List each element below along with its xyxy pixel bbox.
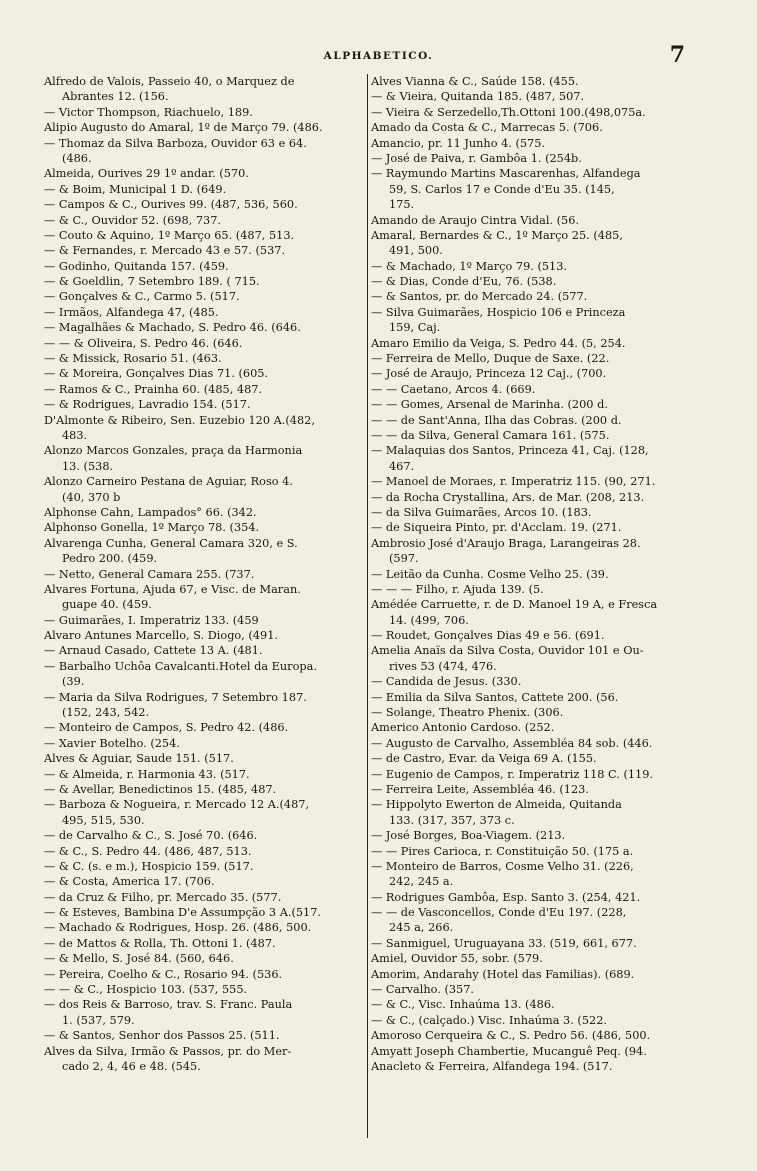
directory-entry-line: — da Cruz & Filho, pr. Mercado 35. (577. — [44, 890, 282, 904]
directory-entry-line: — & C., Ouvidor 52. (698, 737. — [44, 213, 221, 227]
directory-entry-line: — Vieira & Serzedello,Th.Ottoni 100.(498,075a. — [371, 105, 646, 119]
directory-entry-line: — — & C., Hospicio 103. (537, 555. — [44, 983, 248, 997]
entry-continuation-line: (39. — [62, 675, 85, 689]
directory-entry-line: — Sanmiguel, Uruguayana 33. (519, 661, 677. — [371, 936, 637, 950]
directory-entry-line: — & Mello, S. José 84. (560, 646. — [44, 952, 234, 966]
directory-entry-line: — Guimarães, I. Imperatriz 133. (459 — [44, 613, 259, 627]
directory-entry-line: — & Missick, Rosario 51. (463. — [44, 352, 222, 366]
directory-entry-line: — Barbalho Uchôa Cavalcanti.Hotel da Europa. — [44, 659, 317, 673]
directory-entry-line: — & C. (s. e m.), Hospicio 159. (517. — [44, 859, 254, 873]
directory-entry-line: — Carvalho. (357. — [371, 983, 475, 997]
directory-entry-line: — Emilia da Silva Santos, Cattete 200. (56. — [371, 690, 619, 704]
entry-continuation-line: 14. (499, 706. — [389, 613, 469, 627]
directory-entry-line: Amorim, Andarahy (Hotel das Familias). (689. — [371, 967, 635, 981]
entry-continuation-line: (152, 243, 542. — [62, 706, 150, 720]
directory-entry-line: Alvarenga Cunha, General Camara 320, e S. — [44, 536, 298, 550]
directory-entry-line: Amyatt Joseph Chambertie, Mucanguê Peq. (94. — [371, 1044, 647, 1058]
directory-entry-line: — Eugenio de Campos, r. Imperatriz 118 C. (119. — [371, 767, 654, 781]
directory-entry-line: — & Boim, Municipal 1 D. (649. — [44, 182, 227, 196]
entry-continuation-line: (486. — [62, 151, 92, 165]
directory-entry-line: Alves & Aguiar, Saude 151. (517. — [44, 752, 234, 766]
directory-entry-line: Amelia Anaïs da Silva Costa, Ouvidor 101 e Ou- — [371, 644, 644, 658]
directory-entry-line: — Solange, Theatro Phenix. (306. — [371, 706, 564, 720]
directory-entry-line: — Netto, General Camara 255. (737. — [44, 567, 255, 581]
left-column — [44, 74, 365, 1074]
entry-continuation-line: rives 53 (474, 476. — [389, 659, 497, 673]
directory-entry-line: Amédée Carruette, r. de D. Manoel 19 A, e Fresca — [371, 598, 658, 612]
directory-entry-line: — Silva Guimarães, Hospicio 106 e Princeza — [371, 305, 626, 319]
directory-entry-line: — Godinho, Quitanda 157. (459. — [44, 259, 229, 273]
directory-entry-line: — & Avellar, Benedictinos 15. (485, 487. — [44, 782, 277, 796]
entry-continuation-line: 59, S. Carlos 17 e Conde d'Eu 35. (145, — [389, 182, 615, 196]
directory-entry-line: — da Silva Guimarães, Arcos 10. (183. — [371, 505, 592, 519]
directory-entry-line: — — de Sant'Anna, Ilha das Cobras. (200 d. — [371, 413, 622, 427]
directory-entry-line: — Campos & C., Ourives 99. (487, 536, 560. — [44, 198, 298, 212]
directory-entry-line: — Magalhães & Machado, S. Pedro 46. (646. — [44, 321, 301, 335]
entry-continuation-line: 467. — [389, 459, 415, 473]
directory-entry-line: — & C., S. Pedro 44. (486, 487, 513. — [44, 844, 252, 858]
directory-entry-line: — & Almeida, r. Harmonia 43. (517. — [44, 767, 250, 781]
directory-entry-line: — & Costa, America 17. (706. — [44, 875, 215, 889]
directory-entry-line: — Irmãos, Alfandega 47, (485. — [44, 305, 219, 319]
directory-entry-line: — Ferreira Leite, Assembléa 46. (123. — [371, 782, 589, 796]
directory-entry-line: — & Machado, 1º Março 79. (513. — [371, 259, 568, 273]
directory-entry-line: Anacleto & Ferreira, Alfandega 194. (517. — [371, 1060, 613, 1073]
entries-area — [44, 74, 700, 1144]
directory-entry-line: — — da Silva, General Camara 161. (575. — [371, 428, 610, 442]
directory-entry-line: — de Castro, Evar. da Veiga 69 A. (155. — [371, 752, 597, 766]
directory-entry-line: Alipio Augusto do Amaral, 1º de Março 79. (486. — [44, 121, 323, 135]
directory-entry-line: — Monteiro de Campos, S. Pedro 42. (486. — [44, 721, 289, 735]
directory-entry-line: — Manoel de Moraes, r. Imperatriz 115. (90, 271. — [371, 475, 656, 489]
directory-entry-line: — de Mattos & Rolla, Th. Ottoni 1. (487. — [44, 936, 276, 950]
entry-continuation-line: 495, 515, 530. — [62, 813, 145, 827]
directory-entry-line: — Ramos & C., Prainha 60. (485, 487. — [44, 382, 263, 396]
directory-entry-line: — Pereira, Coelho & C., Rosario 94. (536. — [44, 967, 283, 981]
directory-entry-line: Alves Vianna & C., Saúde 158. (455. — [371, 75, 579, 88]
directory-entry-line: — Victor Thompson, Riachuelo, 189. — [44, 105, 253, 119]
directory-entry-line: — Maria da Silva Rodrigues, 7 Setembro 187. — [44, 690, 307, 704]
directory-entry-line: Alfredo de Valois, Passeio 40, o Marquez de — [44, 75, 295, 88]
directory-entry-line: Amado da Costa & C., Marrecas 5. (706. — [371, 121, 603, 135]
directory-entry-line: — de Siqueira Pinto, pr. d'Acclam. 19. (271. — [371, 521, 622, 535]
directory-entry-line: — & Vieira, Quitanda 185. (487, 507. — [371, 90, 585, 104]
directory-entry-line: — Malaquias dos Santos, Princeza 41, Caj. (128, — [371, 444, 649, 458]
directory-entry-line: — — Pires Carioca, r. Constituição 50. (175 a. — [371, 844, 634, 858]
entry-continuation-line: Abrantes 12. (156. — [62, 90, 169, 104]
directory-entry-line: — Xavier Botelho. (254. — [44, 736, 180, 750]
directory-entry-line: — Monteiro de Barros, Cosme Velho 31. (226, — [371, 859, 634, 873]
entry-continuation-line: 242, 245 a. — [389, 875, 454, 889]
entry-continuation-line: 159, Caj. — [389, 321, 441, 335]
directory-entry-line: — José Borges, Boa-Viagem. (213. — [371, 829, 566, 843]
directory-entry-line: — José de Araujo, Princeza 12 Caj., (700. — [371, 367, 607, 381]
entry-continuation-line: 133. (317, 357, 373 c. — [389, 813, 515, 827]
column-divider — [367, 74, 368, 1138]
directory-entry-line: — de Carvalho & C., S. José 70. (646. — [44, 829, 258, 843]
entry-continuation-line: 1. (537, 579. — [62, 1013, 135, 1027]
directory-entry-line: — Ferreira de Mello, Duque de Saxe. (22. — [371, 352, 610, 366]
entry-continuation-line: 491, 500. — [389, 244, 443, 258]
directory-entry-line: Americo Antonio Cardoso. (252. — [371, 721, 555, 735]
entry-continuation-line: (597. — [389, 552, 419, 566]
directory-entry-line: — Augusto de Carvalho, Assembléa 84 sob. (446. — [371, 736, 653, 750]
directory-entry-line: — Arnaud Casado, Cattete 13 A. (481. — [44, 644, 263, 658]
entry-continuation-line: 245 a, 266. — [389, 921, 454, 935]
directory-entry-line: — & Esteves, Bambina D'e Assumpção 3 A.(517. — [44, 906, 321, 920]
directory-entry-line: — Machado & Rodrigues, Hosp. 26. (486, 500. — [44, 921, 312, 935]
directory-entry-line: Alphonse Cahn, Lampados° 66. (342. — [44, 505, 257, 519]
directory-entry-line: Alonzo Marcos Gonzales, praça da Harmonia — [44, 444, 303, 458]
directory-entry-line: D'Almonte & Ribeiro, Sen. Euzebio 120 A.(482, — [44, 413, 315, 427]
directory-entry-line: — Roudet, Gonçalves Dias 49 e 56. (691. — [371, 629, 605, 643]
directory-entry-line: Alphonso Gonella, 1º Março 78. (354. — [44, 521, 260, 535]
directory-entry-line: Amancio, pr. 11 Junho 4. (575. — [371, 136, 546, 150]
directory-entry-line: — Hippolyto Ewerton de Almeida, Quitanda — [371, 798, 622, 812]
directory-entry-line: Alvares Fortuna, Ajuda 67, e Visc. de Maran. — [44, 582, 301, 596]
page-header — [0, 42, 757, 72]
directory-entry-line: — Raymundo Martins Mascarenhas, Alfandega — [371, 167, 641, 181]
directory-entry-line: — — — Filho, r. Ajuda 139. (5. — [371, 582, 544, 596]
directory-entry-line: Amoroso Cerqueira & C., S. Pedro 56. (486, 500. — [371, 1029, 651, 1043]
entry-continuation-line: 13. (538. — [62, 459, 114, 473]
directory-entry-line: — Rodrigues Gambôa, Esp. Santo 3. (254, 421. — [371, 890, 641, 904]
directory-entry-line: — Gonçalves & C., Carmo 5. (517. — [44, 290, 240, 304]
page-number: 7 — [669, 42, 685, 68]
entry-continuation-line: 483. — [62, 428, 88, 442]
right-column — [371, 74, 692, 1074]
directory-entry-line: — & Fernandes, r. Mercado 43 e 57. (537. — [44, 244, 286, 258]
directory-entry-line: — & Santos, Senhor dos Passos 25. (511. — [44, 1029, 280, 1043]
directory-entry-line: Alves da Silva, Irmão & Passos, pr. do Mer- — [44, 1044, 292, 1058]
directory-entry-line: — & Rodrigues, Lavradio 154. (517. — [44, 398, 251, 412]
directory-entry-line: — & Santos, pr. do Mercado 24. (577. — [371, 290, 588, 304]
directory-entry-line: — José de Paiva, r. Gambôa 1. (254b. — [371, 151, 582, 165]
directory-entry-line: Amaral, Bernardes & C., 1º Março 25. (485, — [371, 228, 623, 242]
directory-entry-line: — Leitão da Cunha. Cosme Velho 25. (39. — [371, 567, 609, 581]
entry-continuation-line: cado 2, 4, 46 e 48. (545. — [62, 1060, 201, 1073]
directory-entry-line: Ambrosio José d'Araujo Braga, Larangeiras 28. — [371, 536, 641, 550]
directory-entry-line: — — Caetano, Arcos 4. (669. — [371, 382, 536, 396]
directory-entry-line: Alvaro Antunes Marcello, S. Diogo, (491. — [44, 629, 278, 643]
directory-entry-line: — Barboza & Nogueira, r. Mercado 12 A.(487, — [44, 798, 310, 812]
directory-entry-line: Almeida, Ourives 29 1º andar. (570. — [44, 167, 249, 181]
directory-entry-line: Amiel, Ouvidor 55, sobr. (579. — [371, 952, 543, 966]
directory-entry-line: Alonzo Carneiro Pestana de Aguiar, Roso 4. — [44, 475, 293, 489]
entry-continuation-line: 175. — [389, 198, 415, 212]
entry-continuation-line: guape 40. (459. — [62, 598, 152, 612]
directory-entry-line: — Thomaz da Silva Barboza, Ouvidor 63 e 64. — [44, 136, 307, 150]
directory-entry-line: Amando de Araujo Cintra Vidal. (56. — [371, 213, 579, 227]
directory-entry-line: — & C., (calçado.) Visc. Inhaúma 3. (522. — [371, 1013, 607, 1027]
directory-entry-line: — — Gomes, Arsenal de Marinha. (200 d. — [371, 398, 608, 412]
directory-entry-line: — dos Reis & Barroso, trav. S. Franc. Paula — [44, 998, 293, 1012]
directory-entry-line: — — & Oliveira, S. Pedro 46. (646. — [44, 336, 243, 350]
directory-entry-line: — & Moreira, Gonçalves Dias 71. (605. — [44, 367, 269, 381]
directory-entry-line: — — de Vasconcellos, Conde d'Eu 197. (228, — [371, 906, 627, 920]
entry-continuation-line: (40, 370 b — [62, 490, 121, 504]
directory-entry-line: — Candida de Jesus. (330. — [371, 675, 522, 689]
directory-entry-line: — Couto & Aquino, 1º Março 65. (487, 513. — [44, 228, 295, 242]
entry-continuation-line: Pedro 200. (459. — [62, 552, 158, 566]
page-title: ALPHABETICO. — [323, 50, 434, 62]
directory-entry-line: — & C., Visc. Inhaúma 13. (486. — [371, 998, 555, 1012]
directory-entry-line: — & Goeldlin, 7 Setembro 189. ( 715. — [44, 275, 260, 289]
directory-entry-line: — & Dias, Conde d'Eu, 76. (538. — [371, 275, 557, 289]
directory-entry-line: Amaro Emilio da Veiga, S. Pedro 44. (5, 254. — [371, 336, 626, 350]
directory-entry-line: — da Rocha Crystallina, Ars. de Mar. (208, 213. — [371, 490, 645, 504]
